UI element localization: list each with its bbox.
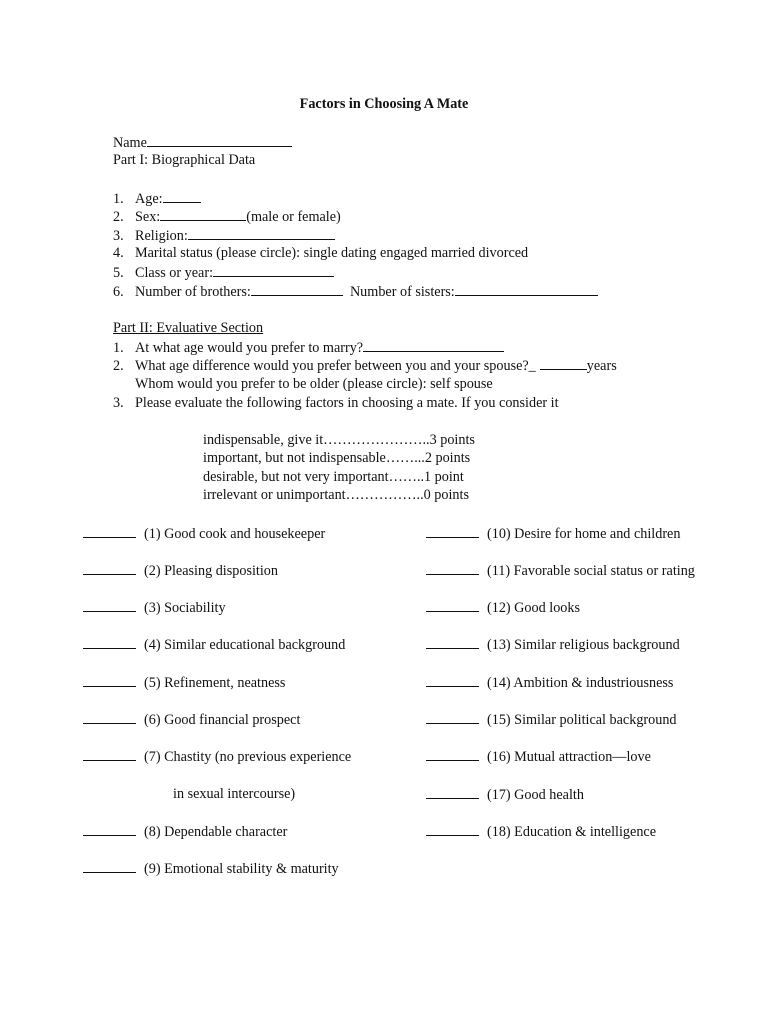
item-label: Please evaluate the following factors in choosing a mate. If you consider it (135, 395, 559, 411)
class-blank[interactable] (213, 263, 334, 277)
item-number: 1. (113, 191, 124, 207)
scale-3-points: indispensable, give it…………………..3 points (203, 432, 475, 448)
part1-item-sex (113, 207, 341, 227)
name-blank[interactable] (147, 133, 292, 147)
factor-score-blank[interactable] (426, 635, 479, 649)
factor-label: (14) Ambition & industriousness (487, 675, 674, 691)
item-number: 5. (113, 265, 124, 281)
factor-label: (18) Education & intelligence (487, 824, 657, 840)
name-label: Name (113, 135, 147, 151)
page-title: Factors in Choosing A Mate (299, 96, 469, 112)
factor-score-blank[interactable] (83, 635, 136, 649)
item-number: 6. (113, 284, 124, 300)
factor-score-blank[interactable] (426, 598, 479, 612)
factor-row (83, 747, 351, 767)
part2-heading: Part II: Evaluative Section (113, 320, 264, 336)
factor-label: (13) Similar religious background (487, 637, 680, 653)
factor-score-blank[interactable] (426, 673, 479, 687)
factor-label: (2) Pleasing disposition (144, 563, 278, 579)
part2-item-evaluate (113, 394, 559, 413)
factor-row (426, 710, 677, 730)
factor-row (83, 598, 226, 618)
factor-score-blank[interactable] (426, 561, 479, 575)
part1-heading: Part I: Biographical Data (113, 152, 256, 168)
part1-item-marital (113, 244, 528, 263)
factor-row (83, 635, 345, 655)
factor-row (426, 561, 695, 581)
item-number: 4. (113, 245, 124, 261)
factor-row (426, 785, 584, 805)
factor-label: (11) Favorable social status or rating (487, 563, 695, 579)
age-blank[interactable] (163, 189, 201, 203)
factor-row (426, 635, 680, 655)
factor-row (83, 673, 285, 693)
factor-row (426, 673, 673, 693)
sisters-blank[interactable] (455, 282, 598, 296)
brothers-blank[interactable] (251, 282, 343, 296)
item-suffix: years (586, 358, 617, 374)
factor-row (426, 822, 656, 842)
factor-row (83, 561, 278, 581)
sex-blank[interactable] (160, 207, 246, 221)
scale-2-points: important, but not indispensable……...2 points (203, 450, 471, 466)
factor-label: (5) Refinement, neatness (144, 675, 286, 691)
factor-score-blank[interactable] (83, 710, 136, 724)
factor-score-blank[interactable] (83, 747, 136, 761)
factor-row (83, 524, 325, 544)
item-number: 3. (113, 228, 124, 244)
factor-score-blank[interactable] (83, 673, 136, 687)
item-number: 2. (113, 209, 124, 225)
part1-item-class (113, 263, 334, 283)
scale-0-points: irrelevant or unimportant……………..0 points (203, 487, 469, 503)
factor-score-blank[interactable] (83, 859, 136, 873)
factor-label: (3) Sociability (144, 600, 226, 616)
part2-item-age-difference (113, 356, 617, 376)
factor-label: (8) Dependable character (144, 824, 288, 840)
part2-item-marry-age (113, 338, 504, 358)
factor-label: (16) Mutual attraction—love (487, 749, 651, 765)
part1-item-age (113, 189, 201, 209)
item-label: Age: (135, 191, 163, 207)
item-label: Religion: (135, 228, 188, 244)
item-number: 1. (113, 340, 124, 356)
factor-label: (9) Emotional stability & maturity (144, 861, 339, 877)
item-label: At what age would you prefer to marry? (135, 340, 364, 356)
factor-row (83, 859, 339, 879)
factor-score-blank[interactable] (426, 710, 479, 724)
name-row (113, 133, 292, 153)
factor-row (426, 747, 651, 767)
item-number: 3. (113, 395, 124, 411)
part1-item-siblings (113, 282, 598, 302)
item-label[interactable]: Marital status (please circle): single dating engaged married divorced (135, 245, 529, 261)
part1-item-religion (113, 226, 335, 246)
factor-score-blank[interactable] (426, 747, 479, 761)
factor-label: (17) Good health (487, 787, 584, 803)
part2-item-older (113, 375, 493, 394)
factor-row (426, 524, 680, 544)
factor-score-blank[interactable] (426, 822, 479, 836)
factor-score-blank[interactable] (83, 561, 136, 575)
factor-label: (7) Chastity (no previous experience (144, 749, 352, 765)
factor-label: (4) Similar educational background (144, 637, 346, 653)
marry-age-blank[interactable] (363, 338, 504, 352)
factor-label: (6) Good financial prospect (144, 712, 301, 728)
factor-continuation: in sexual intercourse) (173, 786, 296, 802)
item-number: 2. (113, 358, 124, 374)
item-label: What age difference would you prefer between you and your spouse?_ (135, 358, 536, 374)
item-label: Sex: (135, 209, 161, 225)
factor-score-blank[interactable] (426, 785, 479, 799)
item-suffix: (male or female) (246, 209, 341, 225)
scale-1-point: desirable, but not very important……..1 point (203, 469, 464, 485)
item-label[interactable]: Whom would you prefer to be older (please circle): self spouse (135, 376, 493, 392)
factor-row (426, 598, 580, 618)
factor-label: (15) Similar political background (487, 712, 677, 728)
factor-label: (10) Desire for home and children (487, 526, 681, 542)
item-label: Class or year: (135, 265, 214, 281)
factor-row (83, 822, 287, 842)
factor-score-blank[interactable] (83, 598, 136, 612)
age-difference-blank[interactable] (540, 356, 587, 370)
factor-label: (12) Good looks (487, 600, 581, 616)
item-label: Number of brothers: (135, 284, 251, 300)
religion-blank[interactable] (188, 226, 335, 240)
factor-score-blank[interactable] (83, 524, 136, 538)
factor-score-blank[interactable] (83, 822, 136, 836)
item-suffix: Number of sisters: (342, 284, 455, 300)
factor-row (83, 710, 300, 730)
factor-label: (1) Good cook and housekeeper (144, 526, 326, 542)
factor-score-blank[interactable] (426, 524, 479, 538)
